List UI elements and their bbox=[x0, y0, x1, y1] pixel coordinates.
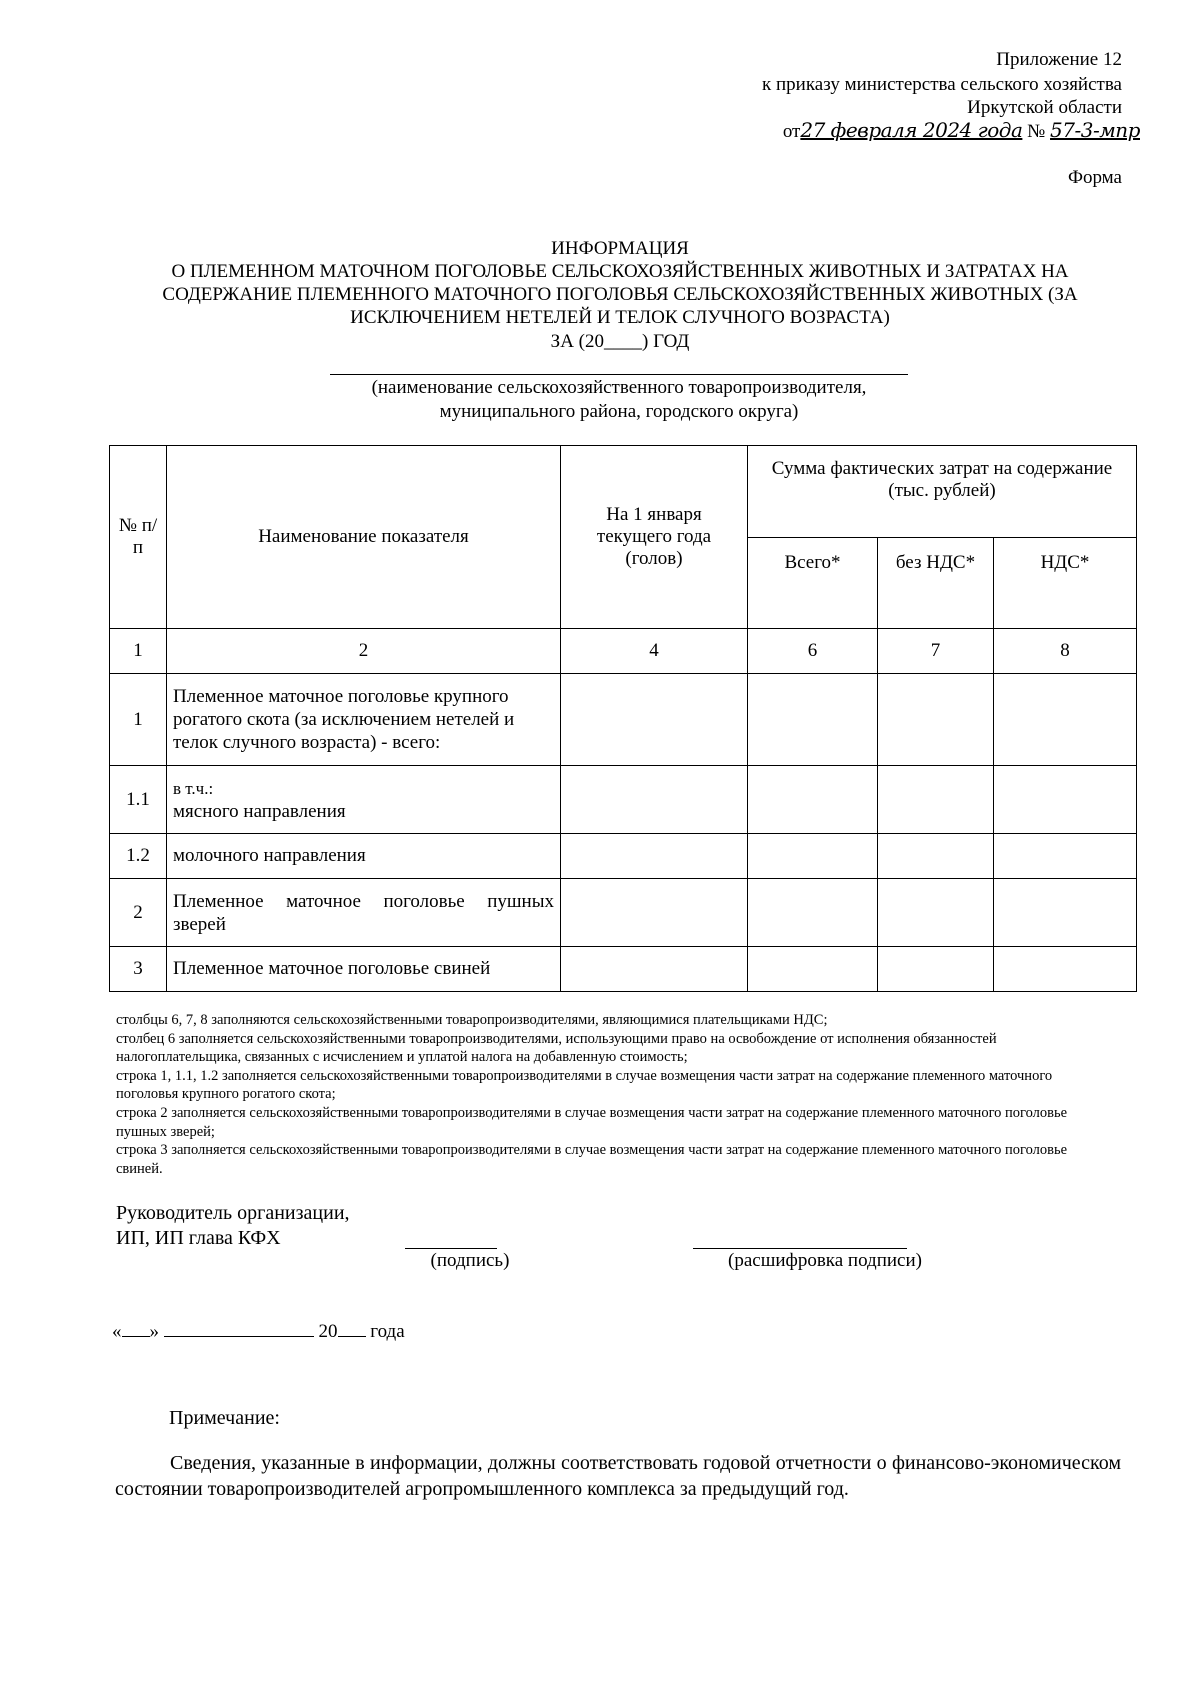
title-year: ЗА (20____) ГОД bbox=[550, 331, 690, 352]
header-no-vat: без НДС* bbox=[878, 538, 994, 629]
row-num: 1 bbox=[110, 674, 167, 766]
table-row bbox=[110, 766, 1137, 834]
header-vat: НДС* bbox=[994, 538, 1137, 629]
signatory-label bbox=[116, 1201, 350, 1251]
input-cell[interactable] bbox=[748, 834, 878, 879]
month-field[interactable] bbox=[164, 1319, 314, 1337]
row-num: 2 bbox=[110, 879, 167, 947]
input-cell[interactable] bbox=[878, 674, 994, 766]
row-num: 1.1 bbox=[110, 766, 167, 834]
header-num: № п/п bbox=[110, 446, 167, 629]
footnote: столбец 6 заполняется сельскохозяйственными товаропроизводителями, использующими право на освобождение от исполнения обязанностей налогоплательщика, связанных с исчислением и уплатой налога на добавленную стоимость; bbox=[116, 1030, 997, 1066]
row-name-text: мясного направления bbox=[173, 800, 346, 822]
row-name bbox=[167, 766, 561, 834]
producer-caption-2: муниципального района, городского округа) bbox=[439, 401, 799, 422]
input-cell[interactable] bbox=[994, 766, 1137, 834]
input-cell[interactable] bbox=[994, 834, 1137, 879]
signature-field[interactable] bbox=[405, 1248, 497, 1249]
col-number: 2 bbox=[167, 629, 561, 674]
table-row bbox=[110, 674, 1137, 766]
signature-caption: (подпись) bbox=[430, 1250, 510, 1271]
input-cell[interactable] bbox=[748, 947, 878, 992]
header-jan: На 1 января текущего года (голов) bbox=[561, 446, 748, 629]
col-number: 8 bbox=[994, 629, 1137, 674]
col-number: 1 bbox=[110, 629, 167, 674]
input-cell[interactable] bbox=[561, 879, 748, 947]
remark-text: Сведения, указанные в информации, должны соответствовать годовой отчетности о финансово-экономическом состоянии товаропроизводителей агропромышленного комплекса за предыдущий год. bbox=[115, 1452, 1121, 1500]
day-field[interactable] bbox=[122, 1319, 150, 1337]
title-line-3: СОДЕРЖАНИЕ ПЛЕМЕННОГО МАТОЧНОГО ПОГОЛОВЬЯ СЕЛЬСКОХОЗЯЙСТВЕННЫХ ЖИВОТНЫХ (ЗА bbox=[162, 284, 1078, 305]
col-number: 7 bbox=[878, 629, 994, 674]
table-row bbox=[110, 947, 1137, 992]
input-cell[interactable] bbox=[994, 947, 1137, 992]
date-line bbox=[112, 1319, 405, 1343]
input-cell[interactable] bbox=[878, 834, 994, 879]
order-reference: к приказу министерства сельского хозяйства bbox=[762, 74, 1122, 95]
close-quote: » bbox=[149, 1321, 159, 1342]
input-cell[interactable] bbox=[561, 834, 748, 879]
footnote: строка 1, 1.1, 1.2 заполняется сельскохозяйственными товаропроизводителями в случае возмещения части затрат на содержание племенного маточного поголовья крупного рогатого скота; bbox=[116, 1067, 1053, 1103]
number-prefix: № bbox=[1027, 121, 1046, 142]
signatory-line-2: ИП, ИП глава КФХ bbox=[116, 1227, 281, 1249]
footnotes bbox=[116, 1011, 1116, 1178]
form-label: Форма bbox=[1067, 167, 1122, 188]
producer-name-line bbox=[330, 374, 908, 375]
input-cell[interactable] bbox=[994, 879, 1137, 947]
producer-caption-1: (наименование сельскохозяйственного товаропроизводителя, bbox=[371, 377, 867, 398]
input-cell[interactable] bbox=[748, 674, 878, 766]
document-title: ИНФОРМАЦИЯ bbox=[551, 238, 689, 259]
row-name: Племенное маточное поголовье свиней bbox=[167, 947, 561, 992]
title-line-2: О ПЛЕМЕННОМ МАТОЧНОМ ПОГОЛОВЬЕ СЕЛЬСКОХОЗЯЙСТВЕННЫХ ЖИВОТНЫХ И ЗАТРАТАХ НА bbox=[171, 261, 1069, 282]
remark-heading: Примечание: bbox=[169, 1407, 280, 1429]
row-num: 3 bbox=[110, 947, 167, 992]
input-cell[interactable] bbox=[561, 766, 748, 834]
row-name: Племенное маточное поголовье крупного рогатого скота (за исключением нетелей и телок случного возраста) - всего: bbox=[167, 674, 561, 766]
table-row bbox=[110, 879, 1137, 947]
signature-decode-caption: (расшифровка подписи) bbox=[728, 1250, 922, 1271]
input-cell[interactable] bbox=[561, 674, 748, 766]
input-cell[interactable] bbox=[748, 879, 878, 947]
row-name-prefix: в т.ч.: bbox=[173, 778, 214, 798]
order-date-number bbox=[783, 118, 1140, 143]
table-row bbox=[110, 834, 1137, 879]
signature-decode-field[interactable] bbox=[693, 1248, 907, 1249]
year-field[interactable] bbox=[338, 1319, 366, 1337]
header-costs: Сумма фактических затрат на содержание (тыс. рублей) bbox=[748, 446, 1137, 538]
handwritten-number: 57-3-мпр bbox=[1050, 118, 1140, 142]
year-prefix: 20 bbox=[318, 1321, 338, 1342]
input-cell[interactable] bbox=[748, 766, 878, 834]
appendix-number: Приложение 12 bbox=[996, 49, 1122, 70]
row-num: 1.2 bbox=[110, 834, 167, 879]
footnote: строка 3 заполняется сельскохозяйственными товаропроизводителями в случае возмещения части затрат на содержание племенного маточного поголовье свиней. bbox=[116, 1142, 1068, 1177]
date-prefix: от bbox=[782, 121, 801, 142]
col-number: 6 bbox=[748, 629, 878, 674]
title-line-4: ИСКЛЮЧЕНИЕМ НЕТЕЛЕЙ И ТЕЛОК СЛУЧНОГО ВОЗРАСТА) bbox=[350, 307, 890, 328]
open-quote: « bbox=[112, 1321, 122, 1342]
signatory-line-1: Руководитель организации, bbox=[116, 1202, 350, 1224]
input-cell[interactable] bbox=[878, 879, 994, 947]
header-total: Всего* bbox=[748, 538, 878, 629]
livestock-table bbox=[109, 445, 1137, 992]
year-suffix: года bbox=[370, 1321, 405, 1342]
input-cell[interactable] bbox=[878, 947, 994, 992]
footnote: строка 2 заполняется сельскохозяйственными товаропроизводителями в случае возмещения части затрат на содержание племенного маточного поголовье пушных зверей; bbox=[116, 1104, 1068, 1140]
row-name: Племенное маточное поголовье пушных зверей bbox=[167, 879, 561, 947]
input-cell[interactable] bbox=[878, 766, 994, 834]
col-number: 4 bbox=[561, 629, 748, 674]
input-cell[interactable] bbox=[994, 674, 1137, 766]
handwritten-date: 27 февраля 2024 года bbox=[800, 118, 1023, 142]
header-name: Наименование показателя bbox=[167, 446, 561, 629]
footnote: столбцы 6, 7, 8 заполняются сельскохозяйственными товаропроизводителями, являющимися плательщиками НДС; bbox=[116, 1012, 828, 1028]
region-name: Иркутской области bbox=[967, 97, 1122, 118]
row-name: молочного направления bbox=[167, 834, 561, 879]
input-cell[interactable] bbox=[561, 947, 748, 992]
